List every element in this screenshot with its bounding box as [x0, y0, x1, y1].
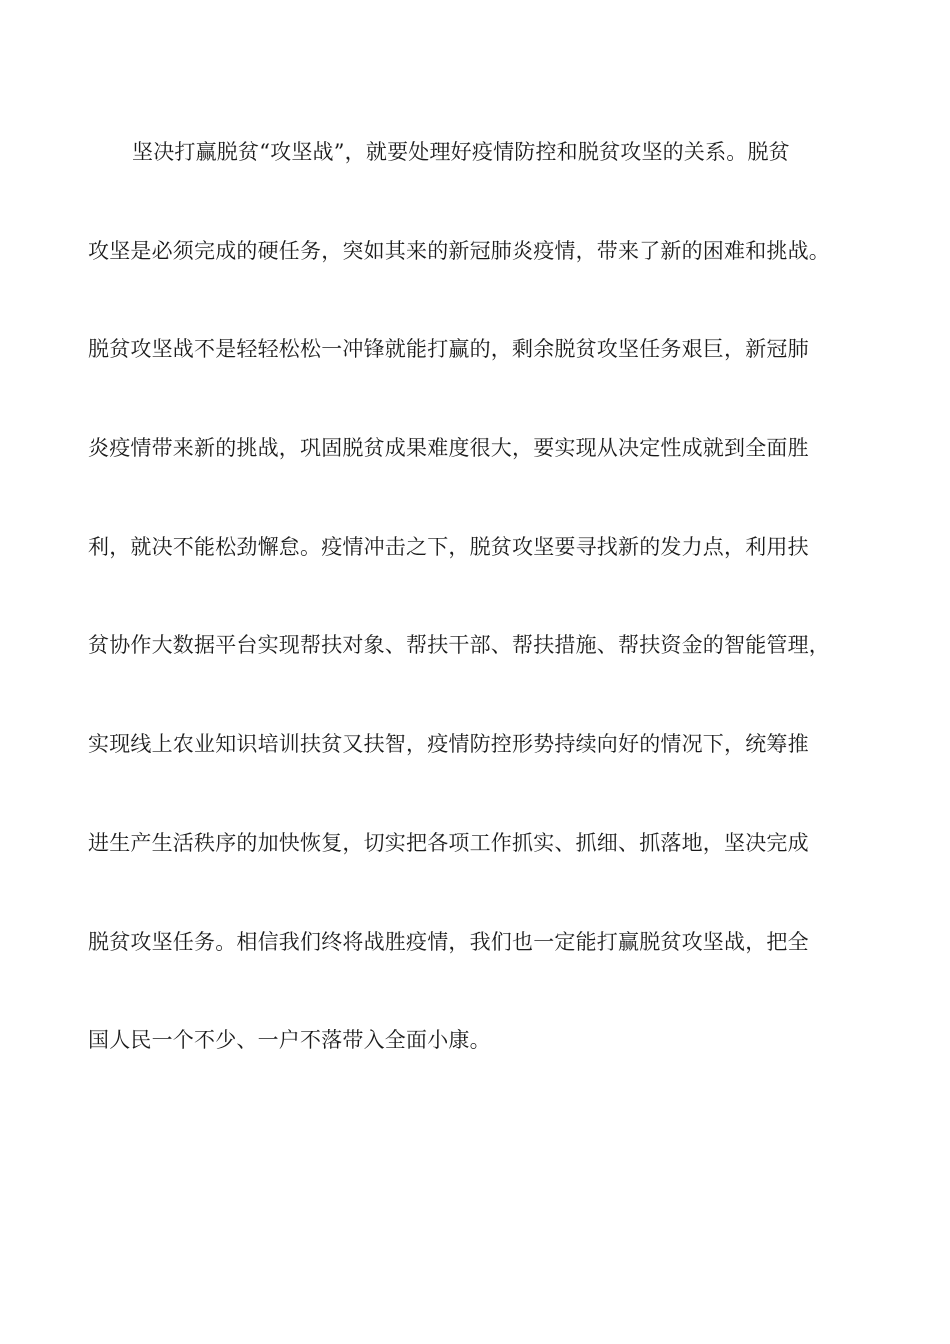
paragraph-line-7: 实现线上农业知识培训扶贫又扶智，疫情防控形势持续向好的情况下，统筹推 [88, 732, 809, 757]
paragraph-line-10: 国人民一个不少、一户不落带入全面小康。 [88, 1028, 491, 1053]
paragraph-line-3: 脱贫攻坚战不是轻轻松松一冲锋就能打赢的，剩余脱贫攻坚任务艰巨，新冠肺 [88, 337, 809, 362]
paragraph-line-2: 攻坚是必须完成的硬任务，突如其来的新冠肺炎疫情，带来了新的困难和挑战。 [88, 238, 830, 263]
paragraph-line-5: 利，就决不能松劲懈怠。疫情冲击之下，脱贫攻坚要寻找新的发力点，利用扶 [88, 534, 809, 559]
paragraph-line-8: 进生产生活秩序的加快恢复，切实把各项工作抓实、抓细、抓落地，坚决完成 [88, 830, 809, 855]
paragraph-line-6: 贫协作大数据平台实现帮扶对象、帮扶干部、帮扶措施、帮扶资金的智能管理， [88, 633, 830, 658]
paragraph-line-1: 坚决打赢脱贫“攻坚战”，就要处理好疫情防控和脱贫攻坚的关系。脱贫 [132, 140, 790, 164]
paragraph-line-9: 脱贫攻坚任务。相信我们终将战胜疫情，我们也一定能打赢脱贫攻坚战，把全 [88, 929, 809, 954]
body-paragraph [88, 130, 868, 1117]
paragraph-line-4: 炎疫情带来新的挑战，巩固脱贫成果难度很大，要实现从决定性成就到全面胜 [88, 436, 809, 461]
